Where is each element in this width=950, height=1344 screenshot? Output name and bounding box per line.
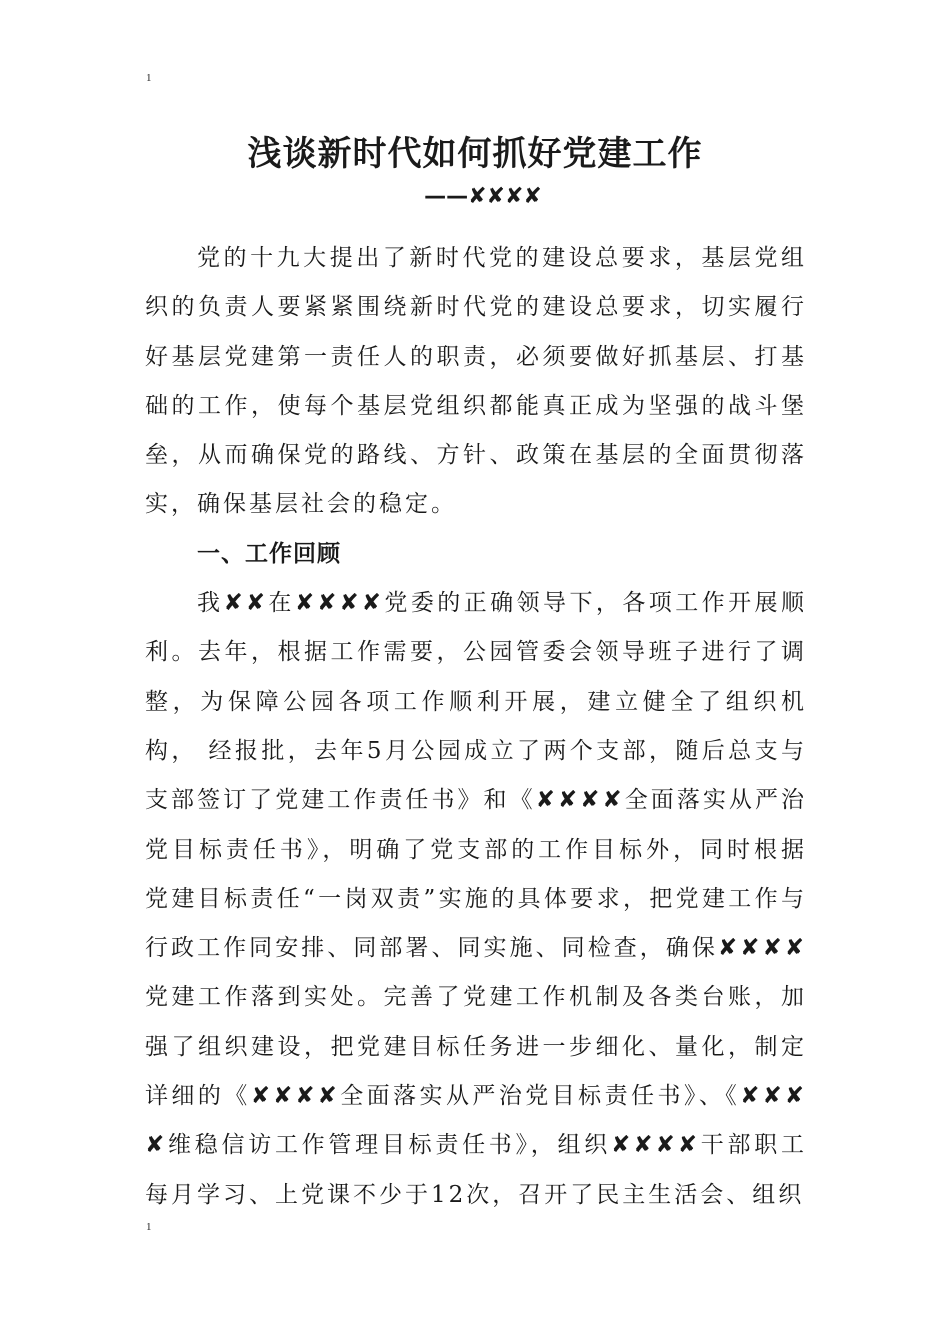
document-body (145, 234, 807, 1220)
document-author: ——✘✘✘✘ (424, 184, 542, 209)
page-number-bottom: 1 (146, 1221, 152, 1233)
intro-paragraph: 党的十九大提出了新时代党的建设总要求，基层党组织的负责人要紧紧围绕新时代党的建设总要求，切实履行好基层党建第一责任人的职责，必须要做好抓基层、打基础的工作，使每个基层党组织都能真正成为坚强的战斗堡垒，从而确保党的路线、方针、政策在基层的全面贯彻落实，确保基层社会的稳定。 (145, 245, 807, 518)
page-number-top: 1 (146, 72, 152, 84)
work-review-paragraph: 我✘✘在✘✘✘✘党委的正确领导下，各项工作开展顺利。去年，根据工作需要，公园管委会领导班子进行了调整，为保障公园各项工作顺利开展，建立健全了组织机构， 经报批，去年5月公园成立了两个支部，随后总支与支部签订了党建工作责任书》和《✘✘✘✘全面落实从严治党目标责任书》，明确了党支部的工作目标外，同时根据党建目标责任“一岗双责”实施的具体要求，把党建工作与行政工作同安排、同部署、同实施、同检查，确保✘✘✘✘党建工作落到实处。完善了党建工作机制及各类台账，加强了组织建设，把党建目标任务进一步细化、量化，制定详细的《✘✘✘✘全面落实从严治党目标责任书》、《✘✘✘✘维稳信访工作管理目标责任书》，组织✘✘✘✘干部职工每月学习、上党课不少于12次，召开了民主生活会、组织 (145, 590, 807, 1208)
document-title: 浅谈新时代如何抓好党建工作 (247, 134, 703, 174)
section-heading-work-review: 一、工作回顾 (197, 540, 341, 567)
